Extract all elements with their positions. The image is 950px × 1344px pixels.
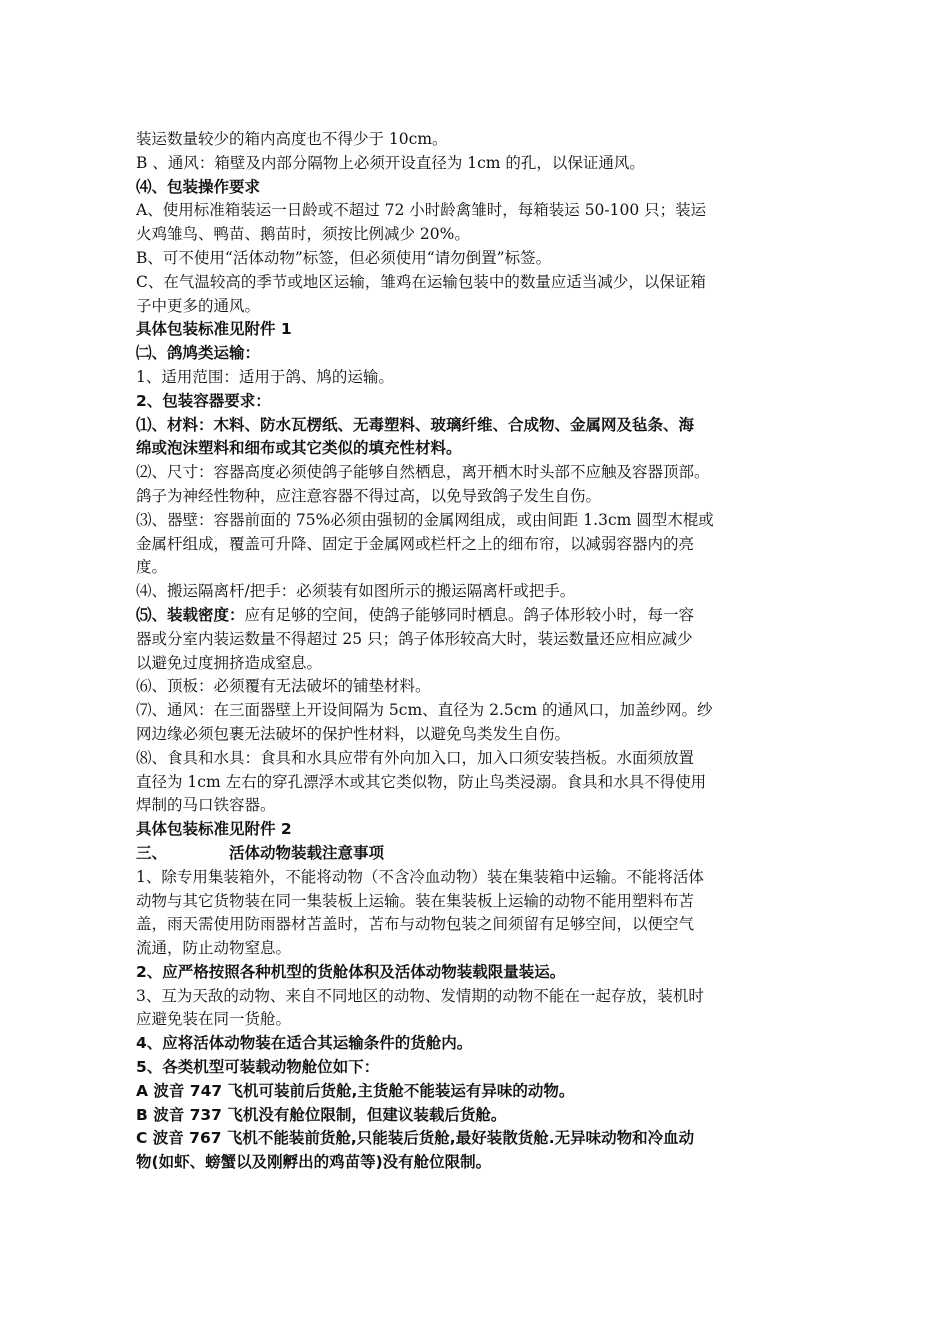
text-line: 动物与其它货物装在同一集装板上运输。装在集装板上运输的动物不能用塑料布苫 xyxy=(136,891,695,910)
text-line: 盖，雨天需使用防雨器材苫盖时，苫布与动物包装之间须留有足够空间，以便空气 xyxy=(136,915,695,934)
text-line: 直径为 1cm 左右的穿孔漂浮木或其它类似物，防止鸟类浸溺。食具和水具不得使用 xyxy=(136,772,707,791)
text-line: 物(如虾、螃蟹以及刚孵出的鸡苗等)没有舱位限制。 xyxy=(136,1153,492,1172)
text-line: 网边缘必须包裹无法破坏的保护性材料，以避免鸟类发生自伤。 xyxy=(136,724,571,743)
text-line: 应避免装在同一货舱。 xyxy=(136,1010,292,1029)
text-line: ⑻、食具和水具：食具和水具应带有外向加入口，加入口须安装挡板。水面须放置 xyxy=(136,748,695,767)
text-line xyxy=(136,604,848,628)
text-line: 器或分室内装运数量不得超过 25 只；鸽子体形较高大时，装运数量还应相应减少 xyxy=(136,629,693,648)
text-line: ⑶、器壁：容器前面的 75%必须由强韧的金属网组成，或由间距 1.3cm 圆型木棍或 xyxy=(136,510,714,529)
text-line: ⑹、顶板：必须覆有无法破坏的铺垫材料。 xyxy=(136,677,431,696)
text-line: 3、互为天敌的动物、来自不同地区的动物、发情期的动物不能在一起存放，装机时 xyxy=(136,986,704,1005)
text-line: 绵或泡沫塑料和细布或其它类似的填充性材料。 xyxy=(136,439,462,458)
text-line: 4、应将活体动物装在适合其运输条件的货舱内。 xyxy=(136,1034,473,1053)
text-span: ⑸、装载密度： xyxy=(136,605,245,624)
text-span: 三、 xyxy=(136,843,168,862)
text-line: 具体包装标准见附件 1 xyxy=(136,320,292,339)
text-span: 活体动物装载注意事项 xyxy=(229,843,385,862)
text-line: ⑴、材料：木料、防水瓦楞纸、无毒塑料、玻璃纤维、合成物、金属网及毡条、海 xyxy=(136,415,695,434)
text-line: 1、适用范围：适用于鸽、鸠的运输。 xyxy=(136,367,394,386)
text-line: ⑷、搬运隔离杆/把手：必须装有如图所示的搬运隔离杆或把手。 xyxy=(136,582,576,601)
text-line: C 波音 767 飞机不能装前货舱,只能装后货舱,最好装散货舱.无异味动物和冷血动 xyxy=(136,1129,695,1148)
text-line: B、可不使用“活体动物”标签，但必须使用“请勿倒置”标签。 xyxy=(136,248,552,267)
text-line: 子中更多的通风。 xyxy=(136,296,261,315)
document-page xyxy=(136,128,848,1175)
text-line: 鸽子为神经性物种，应注意容器不得过高，以免导致鸽子发生自伤。 xyxy=(136,486,602,505)
text-line: 5、各类机型可装载动物舱位如下： xyxy=(136,1058,380,1077)
text-line: C、在气温较高的季节或地区运输，雏鸡在运输包装中的数量应适当减少，以保证箱 xyxy=(136,272,706,291)
text-line: A 波音 747 飞机可装前后货舱,主货舱不能装运有异味的动物。 xyxy=(136,1081,575,1100)
text-line: B 波音 737 飞机没有舱位限制，但建议装载后货舱。 xyxy=(136,1105,507,1124)
text-line: ㈡、鸽鸠类运输： xyxy=(136,344,261,363)
text-line: B 、通风：箱壁及内部分隔物上必须开设直径为 1cm 的孔，以保证通风。 xyxy=(136,153,645,172)
text-line: 装运数量较少的箱内高度也不得少于 10cm。 xyxy=(136,130,448,148)
text-line xyxy=(136,842,848,866)
text-line: ⑵、尺寸：容器高度必须使鸽子能够自然栖息，离开栖木时头部不应触及容器顶部。 xyxy=(136,463,710,482)
text-line: 以避免过度拥挤造成窒息。 xyxy=(136,653,323,672)
text-line: 2、包装容器要求： xyxy=(136,391,271,410)
text-line: ⑺、通风：在三面器壁上开设间隔为 5cm、直径为 2.5cm 的通风口，加盖纱网。纱 xyxy=(136,701,713,720)
text-line: 流通，防止动物窒息。 xyxy=(136,939,292,958)
text-line: 度。 xyxy=(136,558,168,577)
text-line: 焊制的马口铁容器。 xyxy=(136,796,276,815)
text-line: 1、除专用集装箱外，不能将动物（不含冷血动物）装在集装箱中运输。不能将活体 xyxy=(136,867,704,886)
text-line: 2、应严格按照各种机型的货舱体积及活体动物装载限量装运。 xyxy=(136,962,566,981)
text-span: 应有足够的空间，使鸽子能够同时栖息。鸽子体形较小时，每一容 xyxy=(244,605,695,624)
text-line: ⑷、包装操作要求 xyxy=(136,177,261,196)
text-line: 金属杆组成，覆盖可升降、固定于金属网或栏杆之上的细布帘，以减弱容器内的亮 xyxy=(136,534,695,553)
text-line: 火鸡雏鸟、鸭苗、鹅苗时，须按比例减少 20%。 xyxy=(136,225,470,244)
text-line: A、使用标准箱装运一日龄或不超过 72 小时龄禽雏时，每箱装运 50-100 只；装运 xyxy=(136,201,707,220)
text-line: 具体包装标准见附件 2 xyxy=(136,820,292,839)
